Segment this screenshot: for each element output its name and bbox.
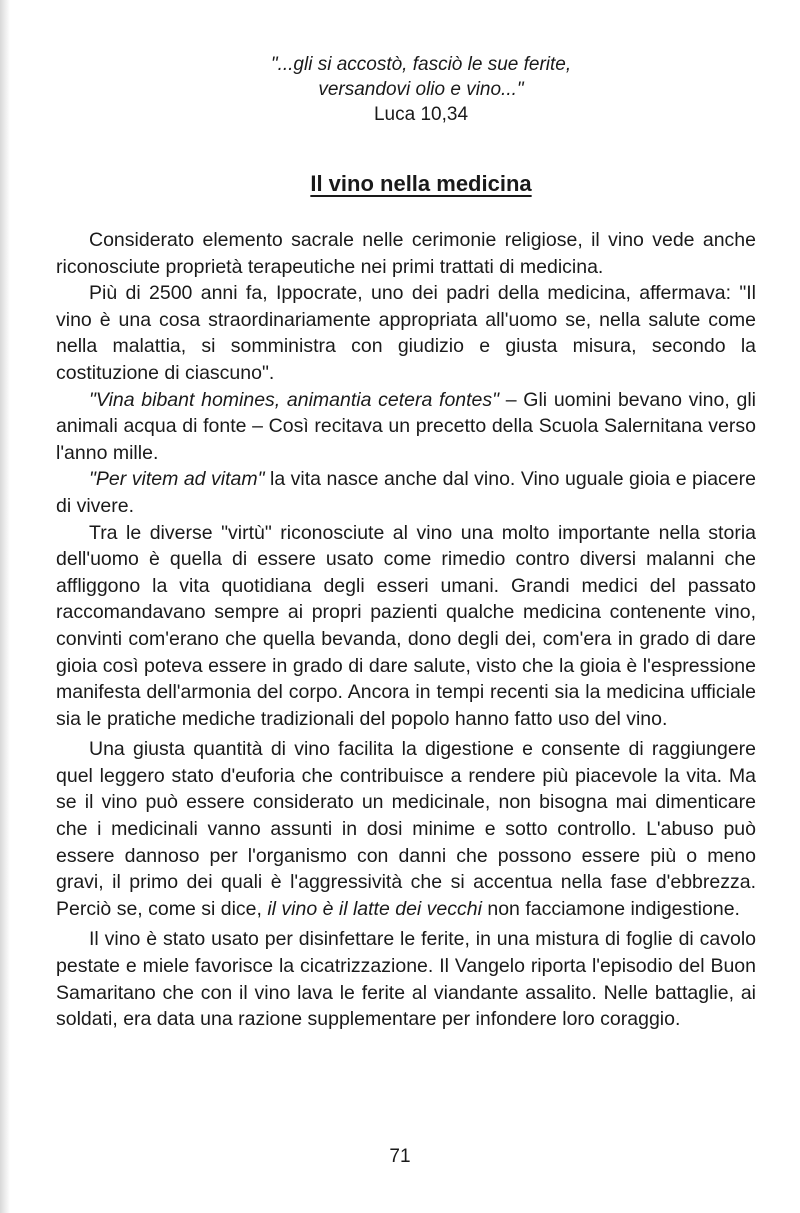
paragraph-4 (56, 466, 756, 519)
proverb-italic: il vino è il latte dei vecchi (267, 897, 482, 920)
body-text (56, 227, 756, 1033)
epigraph-line-1: "...gli si accostò, fasciò le sue ferite, (270, 54, 572, 75)
paragraph-6-text-b: non facciamone indigestione. (481, 897, 740, 920)
latin-quote-1: "Vina bibant homines, animantia cetera fontes" (89, 388, 500, 411)
epigraph-line-2: versandovi olio e vino..." (318, 79, 524, 100)
latin-quote-2: "Per vitem ad vitam" (89, 468, 265, 491)
book-page (56, 52, 756, 1033)
paragraph-1: Considerato elemento sacrale nelle cerimonie religiose, il vino vede anche riconosciute proprietà terapeutiche nei primi trattati di medicina. (56, 229, 756, 278)
paragraph-2: Più di 2500 anni fa, Ippocrate, uno dei padri della medicina, affermava: "Il vino è una cosa straordinariamente appropriata all'uomo se, nella salute come nella malattia, si somministra con giudizio e giusta misura, secondo la costituzione di ciascuno". (56, 282, 756, 384)
page-edge-shadow (0, 0, 10, 1213)
paragraph-6 (56, 736, 756, 922)
paragraph-6-text-a: Una giusta quantità di vino facilita la digestione e consente di raggiungere quel leggero stato d'euforia che contribuisce a rendere più piacevole la vita. Ma se il vino può essere considerato un medicinale, non bisogna mai dimenticare che i medicinali vanno assunti in dosi minime e sotto controllo. L'abuso può essere dannoso per l'organismo con danni che possono essere più o meno gravi, il primo dei quali è l'aggressività che si accentua nella fase d'ebbrezza. Perciò se, come si dice, (56, 738, 756, 920)
paragraph-4-text: la vita nasce anche dal vino. Vino uguale gioia e piacere di vivere. (56, 468, 756, 517)
epigraph (86, 52, 756, 127)
paragraph-5: Tra le diverse "virtù" riconosciute al vino una molto importante nella storia dell'uomo è quella di essere usato come rimedio contro diversi malanni che affliggono la vita quotidiana degli esseri umani. Grandi medici del passato raccomandavano sempre ai propri pazienti qualche medicina contenente vino, convinti com'erano che quella bevanda, dono degli dei, com'era in grado di dare gioia così poteva essere in grado di dare salute, visto che la gioia è l'espressione manifesta dell'armonia del corpo. Ancora in tempi recenti sia la medicina ufficiale sia le pratiche mediche tradizionali del popolo hanno fatto uso del vino. (56, 521, 756, 730)
paragraph-3 (56, 387, 756, 467)
chapter-title: Il vino nella medicina (310, 171, 532, 196)
epigraph-reference: Luca 10,34 (373, 104, 469, 125)
page-number: 71 (389, 1146, 411, 1167)
paragraph-7: Il vino è stato usato per disinfettare le ferite, in una mistura di foglie di cavolo pestate e miele favorisce la cicatrizzazione. Il Vangelo riporta l'episodio del Buon Samaritano che con il vino lava le ferite al viandante assalito. Nelle battaglie, ai soldati, era data una razione supplementare per infondere loro coraggio. (56, 928, 756, 1031)
paragraph-3-text: – Gli uomini bevano vino, gli animali acqua di fonte – Così recitava un precetto della Scuola Salernitana verso l'anno mille. (56, 388, 756, 464)
